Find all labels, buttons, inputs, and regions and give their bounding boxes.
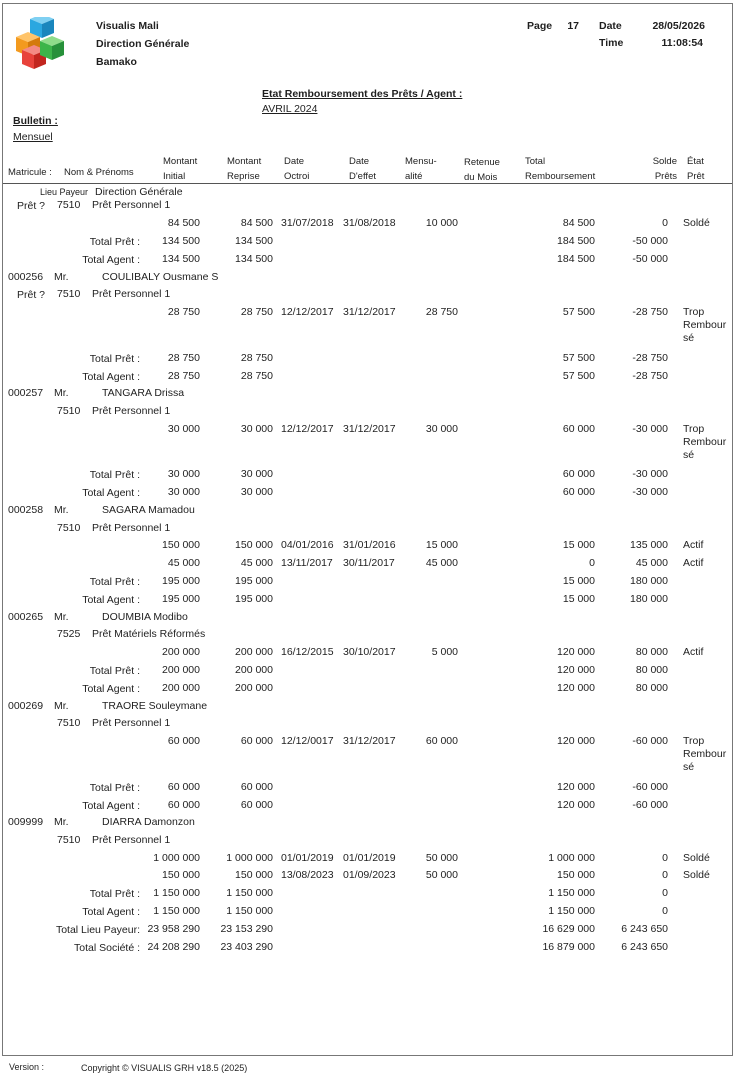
col-date-effet-1: Date: [349, 156, 370, 167]
pret-code: 7510: [57, 199, 81, 211]
total-remboursement: 120 000: [557, 781, 595, 793]
total-remboursement: 120 000: [557, 799, 595, 811]
total-montant-initial: 200 000: [162, 682, 200, 694]
total-montant-reprise: 28 750: [240, 352, 273, 364]
company-division: Direction Générale: [96, 38, 190, 50]
agent-matricule: 000265: [8, 611, 44, 623]
date-value: 28/05/2026: [652, 20, 705, 32]
solde-prets: 0: [662, 217, 668, 229]
date-effet: 01/09/2023: [343, 869, 396, 881]
total-montant-reprise: 134 500: [235, 253, 273, 265]
date-octroi: 01/01/2019: [281, 852, 334, 864]
total-solde: 80 000: [635, 664, 668, 676]
total-montant-initial: 1 150 000: [153, 905, 200, 917]
total-label: Total Agent :: [82, 487, 140, 499]
cube-green: [40, 36, 64, 60]
lieu-payeur-value: Direction Générale: [95, 186, 183, 198]
col-total-remb-1: Total: [525, 156, 546, 167]
montant-initial: 60 000: [167, 735, 200, 747]
pret-type: Prêt Personnel 1: [92, 405, 171, 417]
montant-initial: 45 000: [167, 557, 200, 569]
total-label: Total Agent :: [82, 371, 140, 383]
total-remboursement: 57 500: [562, 306, 595, 318]
mensualite: 28 750: [425, 306, 458, 318]
total-remboursement: 16 879 000: [542, 941, 595, 953]
col-etat-2: Prêt: [687, 171, 705, 182]
montant-reprise: 30 000: [240, 423, 273, 435]
agent-civilite: Mr.: [54, 271, 69, 283]
solde-prets: -30 000: [632, 423, 668, 435]
total-remboursement: 60 000: [562, 423, 595, 435]
total-solde: -30 000: [632, 468, 668, 480]
version-label: Version :: [9, 1062, 45, 1072]
agent-civilite: Mr.: [54, 387, 69, 399]
total-label: Total Agent :: [82, 594, 140, 606]
mensualite: 10 000: [425, 217, 458, 229]
mensualite: 45 000: [425, 557, 458, 569]
total-solde: 0: [662, 905, 668, 917]
agent-matricule: 000256: [8, 271, 44, 283]
col-montant-reprise-1: Montant: [227, 156, 262, 167]
total-label: Total Prêt :: [89, 782, 140, 794]
date-octroi: 13/11/2017: [281, 557, 333, 569]
total-solde: 80 000: [635, 682, 668, 694]
report-title: Etat Remboursement des Prêts / Agent :: [262, 88, 463, 100]
agent-name: TANGARA Drissa: [102, 387, 185, 399]
agent-civilite: Mr.: [54, 700, 69, 712]
solde-prets: -60 000: [632, 735, 668, 747]
total-remboursement: 57 500: [562, 352, 595, 364]
total-montant-reprise: 195 000: [235, 575, 273, 587]
total-solde: 6 243 650: [621, 923, 668, 935]
header-divider: [3, 183, 732, 184]
agent-civilite: Mr.: [54, 611, 69, 623]
montant-reprise: 1 000 000: [226, 852, 273, 864]
total-solde: -60 000: [632, 781, 668, 793]
time-value: 11:08:54: [661, 37, 703, 49]
col-montant-initial-2: Initial: [163, 171, 186, 182]
total-montant-reprise: 30 000: [240, 468, 273, 480]
total-remboursement: 1 000 000: [548, 852, 595, 864]
total-remboursement: 120 000: [557, 646, 595, 658]
agent-matricule: 000257: [8, 387, 44, 399]
total-montant-initial: 134 500: [162, 253, 200, 265]
pret-code: 7510: [57, 522, 81, 534]
solde-prets: 0: [662, 869, 668, 881]
total-remboursement: 57 500: [562, 370, 595, 382]
montant-initial: 28 750: [167, 306, 200, 318]
pret-question: Prêt ?: [17, 289, 46, 301]
col-solde-2: Prêts: [654, 171, 677, 182]
montant-reprise: 150 000: [235, 869, 273, 881]
total-montant-reprise: 30 000: [240, 486, 273, 498]
agent-name: DOUMBIA Modibo: [102, 611, 188, 623]
total-remboursement: 16 629 000: [542, 923, 595, 935]
col-retenue-1: Retenue: [464, 157, 500, 168]
total-remboursement: 15 000: [562, 539, 595, 551]
total-montant-reprise: 60 000: [240, 781, 273, 793]
report-period: AVRIL 2024: [262, 103, 318, 115]
mensualite: 15 000: [425, 539, 458, 551]
total-remboursement: 120 000: [557, 682, 595, 694]
total-montant-initial: 60 000: [167, 781, 200, 793]
total-montant-initial: 60 000: [167, 799, 200, 811]
time-label: Time: [599, 37, 624, 49]
total-remboursement: 1 150 000: [548, 887, 595, 899]
company-city: Bamako: [96, 56, 137, 68]
date-effet: 31/12/2017: [343, 735, 396, 747]
col-total-remb-2: Remboursement: [525, 171, 596, 182]
total-montant-initial: 24 208 290: [147, 941, 200, 953]
pret-type: Prêt Matériels Réformés: [92, 628, 206, 640]
total-remboursement: 1 150 000: [548, 905, 595, 917]
date-effet: 31/01/2016: [343, 539, 396, 551]
montant-reprise: 200 000: [235, 646, 273, 658]
bulletin-label: Bulletin :: [13, 115, 58, 127]
montant-initial: 30 000: [167, 423, 200, 435]
total-montant-reprise: 28 750: [240, 370, 273, 382]
total-remboursement: 15 000: [562, 575, 595, 587]
total-solde: -28 750: [632, 370, 668, 382]
total-montant-initial: 23 958 290: [147, 923, 200, 935]
total-montant-reprise: 60 000: [240, 799, 273, 811]
etat-pret: Soldé: [683, 852, 710, 864]
etat-pret: Trop Rembour sé: [683, 423, 727, 461]
montant-reprise: 84 500: [240, 217, 273, 229]
pret-code: 7510: [57, 405, 81, 417]
pret-type: Prêt Personnel 1: [92, 199, 171, 211]
agent-civilite: Mr.: [54, 816, 69, 828]
total-solde: 6 243 650: [621, 941, 668, 953]
total-montant-reprise: 200 000: [235, 664, 273, 676]
montant-initial: 1 000 000: [153, 852, 200, 864]
total-montant-reprise: 23 153 290: [220, 923, 273, 935]
total-montant-initial: 28 750: [167, 370, 200, 382]
mensualite: 30 000: [425, 423, 458, 435]
total-solde: 180 000: [630, 575, 668, 587]
agent-name: DIARRA Damonzon: [102, 816, 195, 828]
agent-name: SAGARA Mamadou: [102, 504, 195, 516]
date-effet: 31/12/2017: [343, 423, 396, 435]
solde-prets: 135 000: [630, 539, 668, 551]
bulletin-value: Mensuel: [13, 131, 53, 143]
solde-prets: -28 750: [632, 306, 668, 318]
etat-pret: Actif: [683, 646, 704, 658]
total-label: Total Prêt :: [89, 665, 140, 677]
montant-initial: 150 000: [162, 869, 200, 881]
agent-matricule: 000258: [8, 504, 44, 516]
etat-pret: Actif: [683, 557, 704, 569]
lieu-payeur-label: Lieu Payeur: [40, 187, 89, 197]
total-montant-reprise: 1 150 000: [226, 905, 273, 917]
agent-matricule: 009999: [8, 816, 44, 828]
pret-code: 7510: [57, 288, 81, 300]
montant-initial: 150 000: [162, 539, 200, 551]
col-mensualite-2: alité: [405, 171, 423, 182]
mensualite: 60 000: [425, 735, 458, 747]
col-date-octroi-1: Date: [284, 156, 305, 167]
agent-name: TRAORE Souleymane: [102, 700, 208, 712]
col-mensualite-1: Mensu-: [405, 156, 437, 167]
total-montant-initial: 200 000: [162, 664, 200, 676]
montant-reprise: 28 750: [240, 306, 273, 318]
total-remboursement: 0: [589, 557, 595, 569]
date-label: Date: [599, 20, 622, 32]
col-montant-reprise-2: Reprise: [227, 171, 260, 182]
total-remboursement: 120 000: [557, 664, 595, 676]
solde-prets: 0: [662, 852, 668, 864]
col-date-octroi-2: Octroi: [284, 171, 310, 182]
total-label: Total Prêt :: [89, 353, 140, 365]
total-label: Total Prêt :: [89, 576, 140, 588]
date-octroi: 13/08/2023: [281, 869, 334, 881]
total-solde: -50 000: [632, 253, 668, 265]
pret-type: Prêt Personnel 1: [92, 834, 171, 846]
total-montant-reprise: 1 150 000: [226, 887, 273, 899]
total-remboursement: 184 500: [557, 235, 595, 247]
date-effet: 30/10/2017: [343, 646, 396, 658]
total-montant-initial: 28 750: [167, 352, 200, 364]
page-label: Page: [527, 20, 553, 32]
col-nom: Nom & Prénoms: [64, 167, 134, 178]
date-octroi: 04/01/2016: [281, 539, 334, 551]
visualis-cubes-logo: [12, 17, 66, 69]
date-octroi: 12/12/2017: [281, 423, 334, 435]
etat-pret: Trop Rembour sé: [683, 735, 727, 773]
total-solde: -60 000: [632, 799, 668, 811]
total-montant-reprise: 134 500: [235, 235, 273, 247]
col-date-effet-2: D'effet: [349, 171, 376, 182]
total-label: Total Agent :: [82, 254, 140, 266]
date-effet: 01/01/2019: [343, 852, 396, 864]
mensualite: 50 000: [425, 869, 458, 881]
agent-name: COULIBALY Ousmane S: [102, 271, 219, 283]
col-solde-1: Solde: [652, 156, 677, 167]
solde-prets: 45 000: [635, 557, 668, 569]
total-label: Total Agent :: [82, 683, 140, 695]
total-solde: 0: [662, 887, 668, 899]
etat-pret: Soldé: [683, 217, 710, 229]
total-label: Total Agent :: [82, 906, 140, 918]
solde-prets: 80 000: [635, 646, 668, 658]
pret-type: Prêt Personnel 1: [92, 288, 171, 300]
total-solde: -28 750: [632, 352, 668, 364]
total-montant-reprise: 200 000: [235, 682, 273, 694]
montant-reprise: 45 000: [240, 557, 273, 569]
pret-code: 7525: [57, 628, 81, 640]
total-remboursement: 15 000: [562, 593, 595, 605]
etat-pret: Soldé: [683, 869, 710, 881]
mensualite: 50 000: [425, 852, 458, 864]
pret-type: Prêt Personnel 1: [92, 717, 171, 729]
total-solde: -50 000: [632, 235, 668, 247]
total-montant-reprise: 23 403 290: [220, 941, 273, 953]
total-solde: -30 000: [632, 486, 668, 498]
total-montant-initial: 195 000: [162, 575, 200, 587]
pret-code: 7510: [57, 717, 81, 729]
total-montant-initial: 134 500: [162, 235, 200, 247]
date-effet: 31/12/2017: [343, 306, 396, 318]
montant-reprise: 150 000: [235, 539, 273, 551]
total-label: Total Prêt :: [89, 888, 140, 900]
total-montant-initial: 30 000: [167, 468, 200, 480]
montant-reprise: 60 000: [240, 735, 273, 747]
page-number: 17: [567, 20, 579, 32]
date-effet: 31/08/2018: [343, 217, 396, 229]
montant-initial: 200 000: [162, 646, 200, 658]
etat-pret: Actif: [683, 539, 704, 551]
total-remboursement: 120 000: [557, 735, 595, 747]
pret-question: Prêt ?: [17, 200, 46, 212]
copyright: Copyright © VISUALIS GRH v18.5 (2025): [81, 1063, 248, 1073]
col-etat-1: État: [687, 156, 704, 167]
date-octroi: 12/12/2017: [281, 306, 334, 318]
total-remboursement: 60 000: [562, 486, 595, 498]
date-effet: 30/11/2017: [343, 557, 395, 569]
total-solde: 180 000: [630, 593, 668, 605]
total-label: Total Prêt :: [89, 469, 140, 481]
total-montant-reprise: 195 000: [235, 593, 273, 605]
total-label: Total Prêt :: [89, 236, 140, 248]
agent-civilite: Mr.: [54, 504, 69, 516]
date-octroi: 31/07/2018: [281, 217, 334, 229]
total-remboursement: 60 000: [562, 468, 595, 480]
col-matricule: Matricule :: [8, 167, 52, 178]
etat-pret: Trop Rembour sé: [683, 306, 727, 344]
total-remboursement: 84 500: [562, 217, 595, 229]
col-montant-initial-1: Montant: [163, 156, 198, 167]
total-label: Total Société :: [74, 942, 140, 954]
col-retenue-2: du Mois: [464, 172, 498, 183]
mensualite: 5 000: [431, 646, 458, 658]
montant-initial: 84 500: [167, 217, 200, 229]
pret-type: Prêt Personnel 1: [92, 522, 171, 534]
total-remboursement: 150 000: [557, 869, 595, 881]
date-octroi: 12/12/0017: [281, 735, 334, 747]
agent-matricule: 000269: [8, 700, 44, 712]
company-name: Visualis Mali: [96, 20, 159, 32]
total-montant-initial: 195 000: [162, 593, 200, 605]
total-montant-initial: 1 150 000: [153, 887, 200, 899]
total-label: Total Agent :: [82, 800, 140, 812]
date-octroi: 16/12/2015: [281, 646, 334, 658]
pret-code: 7510: [57, 834, 81, 846]
total-label: Total Lieu Payeur:: [55, 924, 140, 936]
total-remboursement: 184 500: [557, 253, 595, 265]
total-montant-initial: 30 000: [167, 486, 200, 498]
